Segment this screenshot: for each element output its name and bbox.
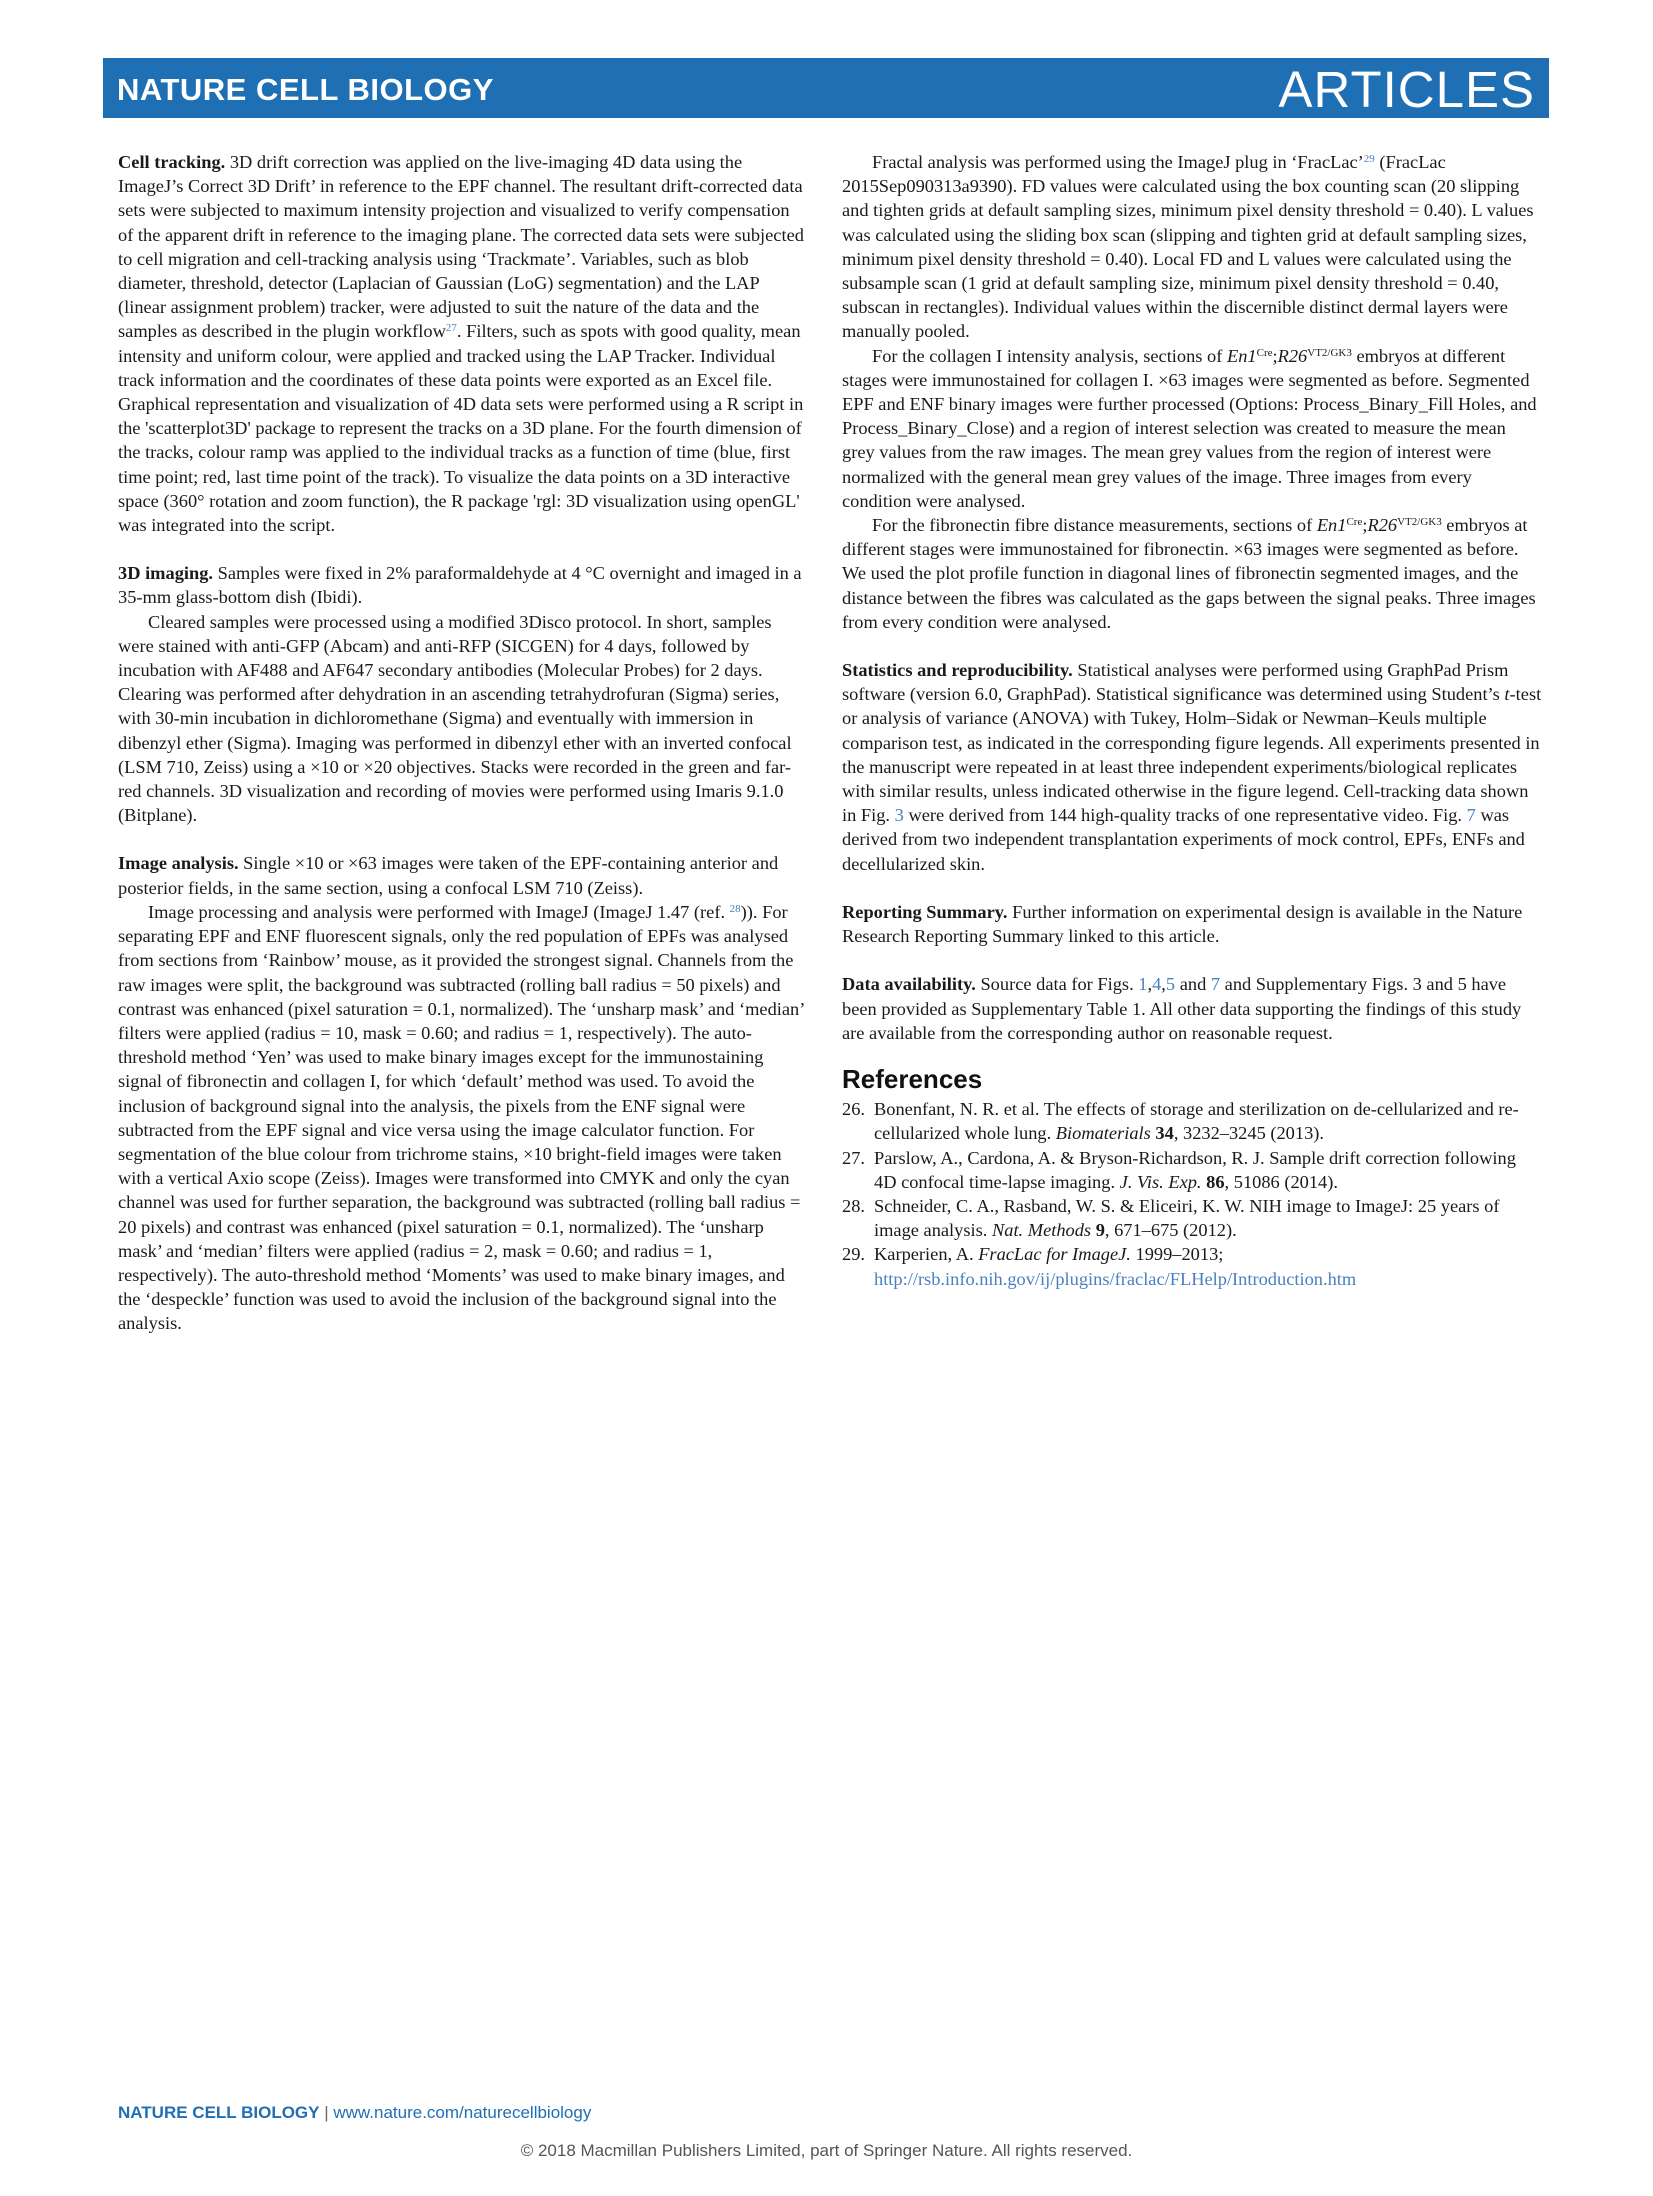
references-heading: References: [842, 1063, 983, 1094]
statistics-heading: Statistics and reproducibility.: [842, 660, 1073, 681]
reference-26: 26. Bonenfant, N. R. et al. The effects of storage and sterilization on de-cellularized and re-cellularized whole lung. Biomaterials 34, 3232–3245 (2013).: [842, 1099, 1519, 1144]
data-availability-paragraph: Data availability. Source data for Figs. 1,4,5 and 7 and Supplementary Figs. 3 and 5 have been provided as Supplementary Table 1. All other data supporting the findings of this study are available from the corresponding author on reasonable request.: [842, 974, 1522, 1043]
footer-separator: |: [319, 2103, 334, 2122]
data-availability-heading: Data availability.: [842, 974, 976, 995]
journal-name: NATURE CELL BIOLOGY: [117, 72, 494, 107]
copyright-notice: © 2018 Macmillan Publishers Limited, part of Springer Nature. All rights reserved.: [520, 2141, 1133, 2160]
journal-header-bar: [103, 58, 1549, 118]
fibronectin-paragraph: For the fibronectin fibre distance measurements, sections of $En1^{Cre};R26^{VT2/GK3}$ embryos at different stages were immunostained for fibronectin. ×63 images were segmented as before. We used the plot profile function in diagonal lines of fibronectin segmented images, and the distance between the fibres was calculated as the gaps between the signal peaks. Three images from every condition were analysed.: [842, 515, 1536, 632]
gene-r26: R26: [1367, 515, 1398, 536]
fig-7-link[interactable]: 7: [1210, 974, 1221, 995]
fig-3-link[interactable]: 3: [894, 805, 904, 826]
cell-tracking-heading: Cell tracking.: [118, 152, 226, 172]
statistics-paragraph: Statistics and reproducibility. Statistical analyses were performed using GraphPad Prism software (version 6.0, GraphPad). Statistical significance was determined using Student’s t-test or analysis of variance (ANOVA) with Tukey, Holm–Sidak or Newman–Keuls multiple comparison test, as indicated in the corresponding figure legends. All experiments presented in the manuscript were repeated in at least three independent experiments/biological replicates with similar results, unless indicated otherwise in the figure legend. Cell-tracking data shown in Fig. 3 were derived from 144 high-quality tracks of one representative video. Fig. 7 was derived from two independent transplantation experiments of mock control, EPFs, ENFs and decellularized skin.: [842, 660, 1542, 874]
gene-r26: R26: [1277, 345, 1308, 366]
footer-journal-name: NATURE CELL BIOLOGY: [118, 2103, 320, 2122]
fig-4-link[interactable]: 4: [1152, 974, 1162, 995]
footer-journal-url[interactable]: www.nature.com/naturecellbiology: [333, 2103, 592, 2122]
reference-27: 27. Parslow, A., Cardona, A. & Bryson-Richardson, R. J. Sample drift correction following 4D confocal time-lapse imaging. J. Vis. Exp. 86, 51086 (2014).: [842, 1147, 1516, 1192]
3d-imaging-heading: 3D imaging.: [118, 563, 214, 584]
fig-1-link[interactable]: 1: [1138, 974, 1148, 995]
fraclac-url-link[interactable]: http://rsb.info.nih.gov/ij/plugins/fraclac/FLHelp/Introduction.htm: [874, 1268, 1357, 1289]
image-analysis-paragraph-2: Image processing and analysis were performed with ImageJ (ImageJ 1.47 (ref. $^{28}$)). For separating EPF and ENF fluorescent signals, only the red population of EPFs was analysed from sections from ‘Rainbow’ mouse, as it provided the strongest signal. Channels from the raw images were split, the background was subtracted (rolling ball radius = 50 pixels) and contrast was enhanced (pixel saturation = 0.1, normalized). The ‘unsharp mask’ and ‘median’ filters were applied (radius = 10, mask = 0.60; and radius = 1, respectively). The auto-threshold method ‘Yen’ was used to make binary images except for the immunostaining signal of fibronectin and collagen I, for which ‘default’ method was used. To avoid the inclusion of background signal into the analysis, the pixels from the ENF signal were subtracted from the EPF signal and vice versa using the image calculator function. For segmentation of the blue colour from trichrome stains, ×10 bright-field images were taken with a vertical Axio scope (Zeiss). Images were transformed into CMYK and only the cyan channel was used for further separation, the background was subtracted (rolling ball radius = 20 pixels) and contrast was enhanced (pixel saturation = 0.1, normalized). The ‘unsharp mask’ and ‘median’ filters were applied (radius = 2, mask = 0.60; and radius = 1, respectively). The auto-threshold method ‘Moments’ was used to make binary images, and the ‘despeckle’ function was used to avoid the inclusion of the background signal into the analysis.: [118, 901, 804, 1334]
cell-tracking-paragraph: Cell tracking. 3D drift correction was applied on the live-imaging 4D data using the ImageJ’s Correct 3D Drift’ in reference to the EPF channel. The resultant drift-corrected data sets were subjected to maximum intensity projection and visualized to verify compensation of the apparent drift in reference to the imaging plane. The corrected data sets were subjected to cell migration and cell-tracking analysis using ‘Trackmate’. Variables, such as blob diameter, threshold, detector (Laplacian of Gaussian (LoG) segmentation) and the LAP (linear assignment problem) tracker, were adjusted to suit the nature of the data and the samples as described in the plugin workflow$^{27}$. Filters, such as spots with good quality, mean intensity and uniform colour, were applied and tracked using the LAP Tracker. Individual track information and the coordinates of these data points were exported as an Excel file. Graphical representation and visualization of 4D data sets were performed using a R script in the 'scatterplot3D' package to represent the tracks on a 3D plane. For the fourth dimension of the tracks, colour ramp was applied to the individual tracks as a function of time (blue, first time point; red, last time point of the track). To visualize the data points on a 3D interactive space (360° rotation and zoom function), the R package 'rgl: 3D visualization using openGL' was integrated into the script.: [118, 152, 804, 536]
reference-28: 28. Schneider, C. A., Rasband, W. S. & Eliceiri, K. W. NIH image to ImageJ: 25 years of image analysis. Nat. Methods 9, 671–675 (2012).: [842, 1195, 1500, 1241]
ref-29-link[interactable]: 29: [1363, 153, 1375, 165]
fig-7-link[interactable]: 7: [1466, 805, 1476, 826]
gene-en1: En1: [1316, 515, 1347, 536]
section-label: ARTICLES: [1278, 61, 1535, 118]
fig-5-link[interactable]: 5: [1165, 974, 1176, 995]
fractal-paragraph: Fractal analysis was performed using the ImageJ plug in ‘FracLac’$^{29}$ (FracLac 2015Sep090313a9390). FD values were calculated using the box counting scan (20 slipping and tighten grids at default sampling sizes, minimum pixel density threshold = 0.40). L values was calculated using the sliding box scan (slipping and tighten grid at default sampling sizes, minimum pixel density threshold = 0.40). Local FD and L values were calculated using the subsample scan (1 grid at default sampling size, minimum pixel density threshold = 0.40, subscan in rectangles). Individual values within the discernible distinct dermal layers were manually pooled.: [842, 152, 1534, 342]
3d-imaging-paragraph: 3D imaging. Samples were fixed in 2% paraformaldehyde at 4 °C overnight and imaged in a 35-mm glass-bottom dish (Ibidi).: [118, 563, 802, 608]
left-column: [118, 150, 808, 1336]
3d-imaging-paragraph-2: Cleared samples were processed using a modified 3Disco protocol. In short, samples were stained with anti-GFP (Abcam) and anti-RFP (SICGEN) for 4 days, followed by incubation with AF488 and AF647 secondary antibodies (Molecular Probes) for 2 days. Clearing was performed after dehydration in an ascending tetrahydrofuran (Sigma) series, with 30-min incubation in dichloromethane (Sigma) and eventually with immersion in dibenzyl ether (Sigma). Imaging was performed in dibenzyl ether with an inverted confocal (LSM 710, Zeiss) using a ×10 or ×20 objectives. Stacks were recorded in the green and far-red channels. 3D visualization and recording of movies were performed using Imaris 9.1.0 (Bitplane).: [118, 611, 792, 826]
image-analysis-paragraph: Image analysis. Single ×10 or ×63 images were taken of the EPF-containing anterior and posterior fields, in the same section, using a confocal LSM 710 (Zeiss).: [118, 853, 779, 898]
reporting-summary-heading: Reporting Summary.: [842, 901, 1008, 922]
image-analysis-heading: Image analysis.: [118, 853, 239, 874]
gene-en1: En1: [1226, 345, 1257, 366]
reference-list: [842, 1097, 1542, 1291]
footer-journal: [118, 2103, 591, 2123]
collagen-paragraph: For the collagen I intensity analysis, sections of $En1^{Cre};R26^{VT2/GK3}$ embryos at different stages were immunostained for collagen I. ×63 images were segmented as before. Segmented EPF and ENF binary images were further processed (Options: Process_Binary_Fill Holes, and Process_Binary_Close) and a region of interest selection was created to measure the mean grey values from the raw images. The mean grey values from the region of interest were normalized with the general mean grey values of the image. Three images from every condition were analysed.: [842, 345, 1537, 511]
ref-28-link[interactable]: 28: [729, 902, 741, 915]
reporting-summary-paragraph: Reporting Summary. Further information on experimental design is available in the Nature Research Reporting Summary linked to this article.: [842, 901, 1523, 947]
ref-27-link[interactable]: 27: [445, 322, 457, 335]
right-column: [842, 150, 1542, 1291]
reference-29: 29. Karperien, A. FracLac for ImageJ. 1999–2013; http://rsb.info.nih.gov/ij/plugins/fraclac/FLHelp/Introduction.htm: [842, 1244, 1357, 1289]
